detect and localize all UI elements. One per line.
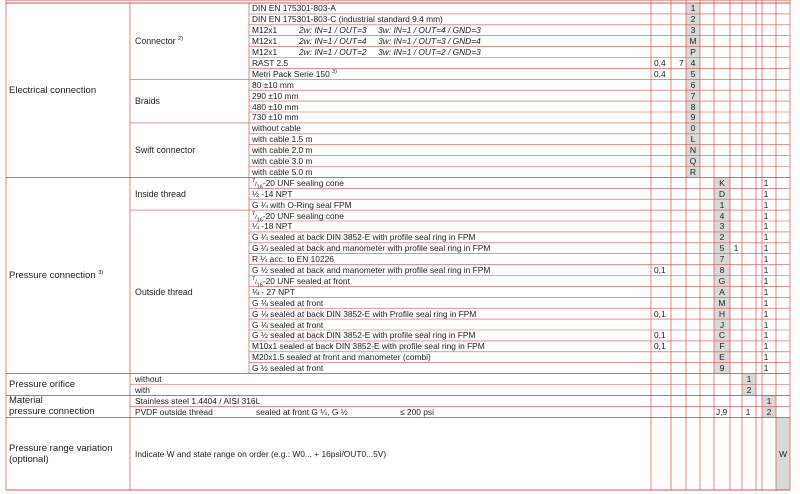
fraction-slash: / <box>255 181 257 188</box>
option-label: ¼ -18 NPT <box>252 221 293 232</box>
order-code: M <box>689 36 697 47</box>
order-code: J <box>719 319 725 330</box>
option-wiring-note: 2w: IN=1 / OUT=3 3w: IN=1 / OUT=4 / GND=3 <box>299 25 481 36</box>
order-code: 2 <box>746 384 752 395</box>
option-label: G ¼ with O-Ring seal FPM <box>252 199 352 210</box>
option-count: 1 <box>745 406 751 417</box>
option-label: 80 ±10 mm <box>252 79 294 90</box>
fraction <box>252 276 263 289</box>
subcategory-label: Braids <box>135 96 160 107</box>
option-label: -20 UNF sealed at front <box>262 275 350 286</box>
order-code: N <box>689 145 697 156</box>
fraction-slash: / <box>255 214 257 221</box>
option-value: 0,4 <box>654 68 666 79</box>
option-label: M12x1 <box>252 47 278 57</box>
option-label: G ⅛ sealed at back DIN 3852-E with Profile seal ring in FPM <box>252 308 477 319</box>
option-wiring-note: 2w: IN=1 / OUT=4 3w: IN=1 / OUT=3 / GND=4 <box>299 36 481 47</box>
order-code: 1 <box>690 3 696 14</box>
option-value: 0,1 <box>654 330 666 341</box>
order-code: 5 <box>719 243 725 254</box>
order-code: K <box>719 177 725 188</box>
order-code: 7 <box>690 90 696 101</box>
option-label: without cable <box>252 123 301 134</box>
order-code: L <box>690 134 696 145</box>
option-count: 1 <box>763 341 769 352</box>
order-code: 4 <box>719 210 725 221</box>
order-code: 2 <box>690 14 696 25</box>
option-count: 1 <box>763 330 769 341</box>
fraction <box>252 210 263 224</box>
option-label: M20x1.5 sealed at front and manometer (combi) <box>252 352 431 363</box>
order-code: 9 <box>719 363 725 374</box>
order-code: F <box>719 341 725 352</box>
option-label: M12x1 <box>252 25 278 36</box>
option-label: with cable 1.5 m <box>252 134 313 145</box>
option-count: 1 <box>763 177 769 188</box>
option-label: G ¼ sealed at back DIN 3852-E with profile seal ring in FPM <box>252 232 476 243</box>
order-code: 8 <box>719 265 725 275</box>
option-count: 1 <box>763 232 769 243</box>
order-code: 1 <box>766 395 772 406</box>
category-label: Pressure range variation (optional) <box>9 442 113 465</box>
option-label: M12x1 <box>252 36 278 47</box>
order-code: C <box>718 330 726 341</box>
option-label: -20 UNF sealing cone <box>262 210 344 221</box>
order-code: 3 <box>719 221 725 232</box>
order-code: H <box>718 308 726 319</box>
fraction-den: 16 <box>256 217 263 224</box>
option-label: with cable 3.0 m <box>252 156 313 166</box>
fraction-num: 7 <box>252 178 256 184</box>
category-label: Pressure connection $^{3)}$ <box>9 269 104 281</box>
order-code: 7 <box>719 254 725 265</box>
category-label: Pressure orifice <box>9 379 75 390</box>
option-count: 1 <box>763 297 769 308</box>
option-label: Metri Pack Serie 150 <box>252 68 330 79</box>
option-count: 1 <box>763 188 769 199</box>
orifice-option: without <box>135 374 162 384</box>
option-label: -20 UNF sealing cone <box>262 177 344 188</box>
option-value: 0,4 <box>654 57 666 68</box>
subcategory-label: Inside thread <box>135 188 186 199</box>
order-code: Q <box>689 156 697 166</box>
order-code: 6 <box>690 79 696 90</box>
option-value: 0,1 <box>654 341 666 352</box>
order-code: P <box>690 47 696 57</box>
order-code: 1 <box>746 374 752 384</box>
option-label: DIN EN 175301-803-A <box>252 3 336 14</box>
option-label: DIN EN 175301-803-C (industrial standard 9.4 mm) <box>252 14 443 25</box>
order-code: 5 <box>690 68 696 79</box>
material-option: Stainless steel 1.4404 / AISI 316L <box>135 395 261 406</box>
option-label: G ⅛ sealed at front <box>252 319 324 330</box>
fraction-den: 16 <box>256 184 263 191</box>
option-label: M10x1 sealed at back DIN 3852-E with profile seal ring in FPM <box>252 341 485 352</box>
material-detail: sealed at front G ¼, G ½ <box>256 406 348 417</box>
fraction <box>252 178 263 191</box>
order-code: 8 <box>690 101 696 112</box>
category-label: Electrical connection <box>9 84 97 96</box>
footnote-marker: 2) <box>178 36 183 43</box>
option-wiring-note: 2w: IN=1 / OUT=2 3w: IN=1 / OUT=2 / GND=3 <box>299 47 481 57</box>
category-label: Material pressure connection <box>9 395 95 418</box>
option-label: with cable 5.0 m <box>252 166 313 177</box>
option-count: 1 <box>763 286 769 297</box>
fraction-num: 7 <box>252 276 256 283</box>
option-text <box>252 362 323 374</box>
option-label: G ½ sealed at back and manometer with profile seal ring in FPM <box>252 265 491 275</box>
option-label: with cable 2.0 m <box>252 145 313 156</box>
option-count: 1 <box>763 275 769 286</box>
pressure-limit: ≤ 200 psi <box>400 406 434 417</box>
orifice-option: with <box>135 384 150 395</box>
option-label: 730 ±10 mm <box>252 112 299 123</box>
option-count: 1 <box>763 243 769 254</box>
subcategory-label: Connector $^{2)}$ <box>135 36 183 47</box>
option-count: 1 <box>763 319 769 330</box>
option-count: 1 <box>763 199 769 210</box>
option-count: 1 <box>763 352 769 363</box>
option-value: 0,1 <box>654 308 666 319</box>
order-code: A <box>719 286 725 297</box>
order-code: W <box>778 448 788 459</box>
order-code: R <box>689 166 697 177</box>
option-count: 1 <box>763 308 769 319</box>
option-label: 290 ±10 mm <box>252 90 299 101</box>
fraction-num: 7 <box>252 210 256 217</box>
footnote-marker: 3) <box>332 69 337 75</box>
subcategory-label: Outside thread <box>135 286 193 297</box>
option-count: 1 <box>763 210 769 221</box>
option-label: G ¼ sealed at back and manometer with profile seal ring in FPM <box>252 243 491 254</box>
order-code: 1 <box>719 199 725 210</box>
fraction-den: 16 <box>256 282 263 289</box>
order-code: E <box>719 352 725 363</box>
option-count: 1 <box>763 363 769 374</box>
order-code: D <box>718 188 726 199</box>
order-code: G <box>718 275 726 286</box>
option-count: 1 <box>763 221 769 232</box>
option-label: R ¼ acc. to EN 10226 <box>252 254 334 265</box>
order-code: M <box>718 297 726 308</box>
option-label: G ½ sealed at back DIN 3852-E with profile seal ring in FPM <box>252 330 476 341</box>
range-instruction: Indicate W and state range on order (e.g.: W0... + 16psi/OUT0...5V) <box>135 448 387 459</box>
option-count: 1 <box>763 254 769 265</box>
option-value: 0,1 <box>654 265 666 275</box>
option-count: 1 <box>733 243 739 254</box>
option-label: RAST 2.5 <box>252 57 289 68</box>
material-option: PVDF outside thread <box>135 406 213 417</box>
order-code: 3 <box>690 25 696 36</box>
subcategory-label: Swift connector <box>135 145 196 156</box>
option-label: ⅛ - 27 NPT <box>252 286 295 297</box>
footnote-marker: 3) <box>98 269 104 276</box>
option-label: ½ -14 NPT <box>252 188 293 199</box>
order-code: 9 <box>690 112 696 123</box>
order-code: 2 <box>766 406 772 417</box>
fraction-slash: / <box>255 279 257 286</box>
order-code: 4 <box>690 57 696 68</box>
option-count: 1 <box>763 265 769 275</box>
option-label: G ⅛ sealed at front <box>252 297 324 308</box>
option-label: 480 ±10 mm <box>252 101 299 112</box>
option-label: G ½ sealed at front <box>252 363 324 374</box>
order-code: 2 <box>719 232 725 243</box>
option-value: J,9 <box>716 406 728 417</box>
order-code: 0 <box>690 123 696 134</box>
option-value: 7 <box>679 57 684 68</box>
